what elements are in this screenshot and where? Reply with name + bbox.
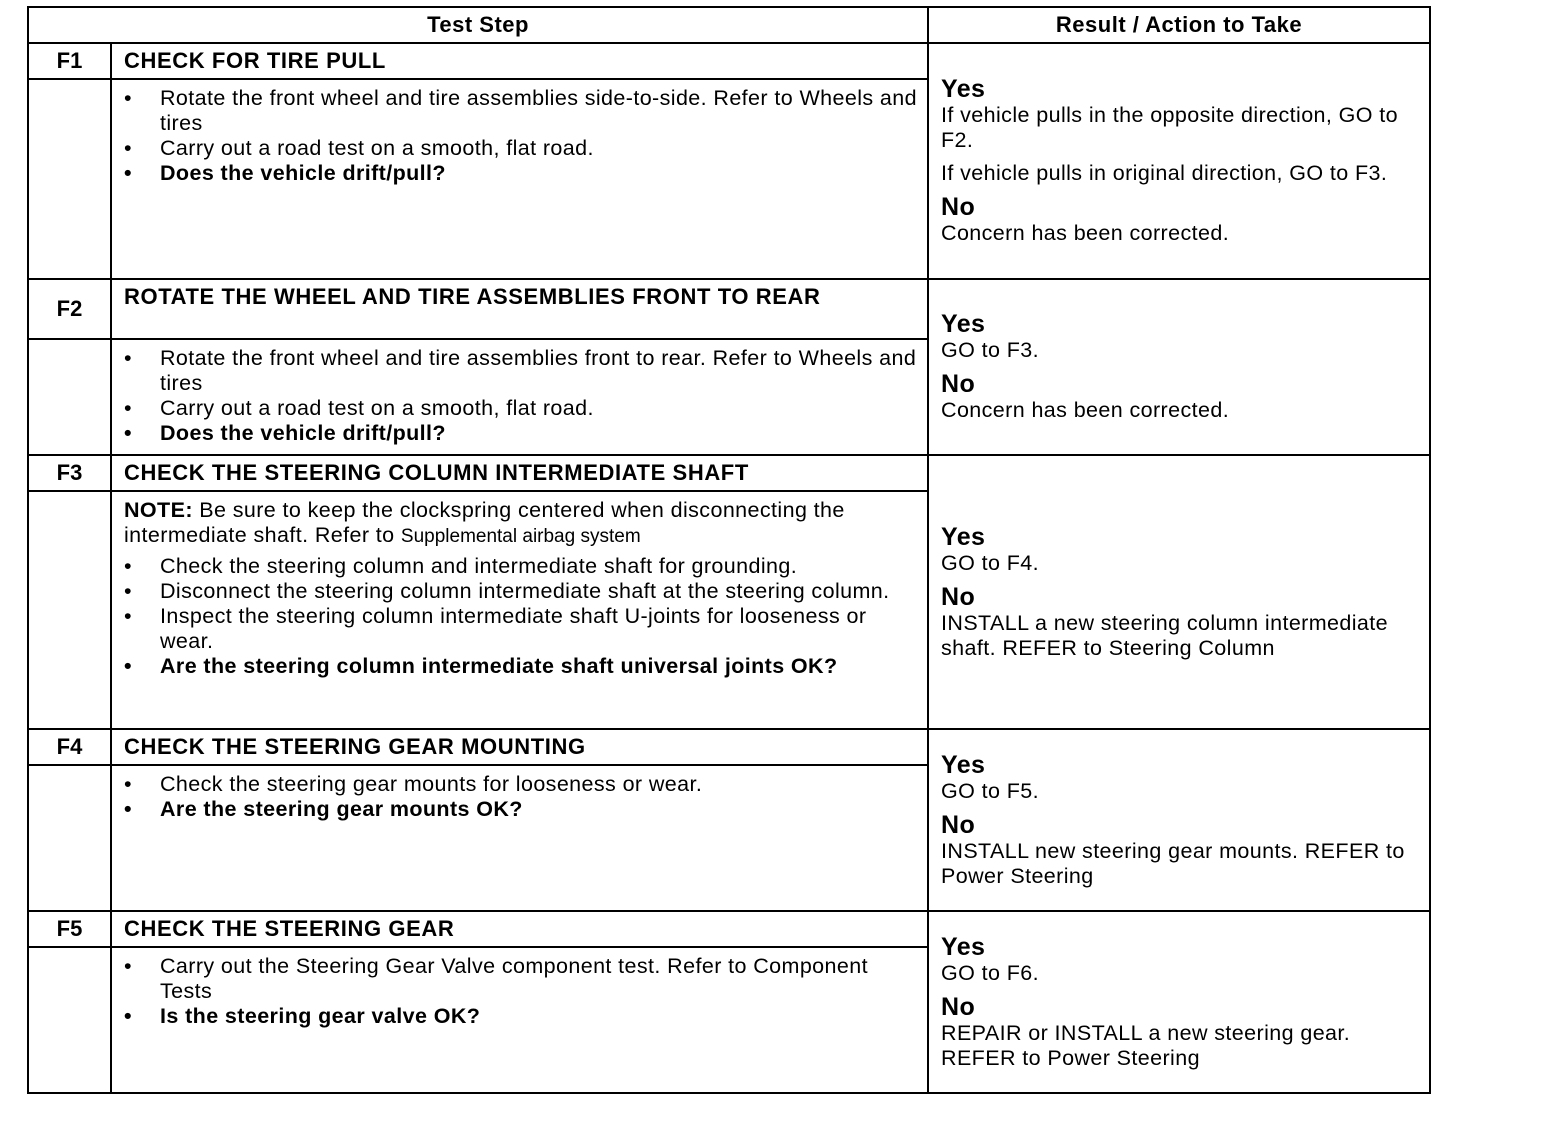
step-body — [111, 79, 928, 279]
step-number-spacer — [28, 491, 111, 729]
step-question: • Are the steering gear mounts OK? — [124, 797, 917, 822]
result-yes — [941, 524, 1417, 576]
step-number-spacer — [28, 79, 111, 279]
step-title: CHECK FOR TIRE PULL — [111, 43, 928, 79]
yes-action: GO to F5. — [941, 778, 1040, 803]
no-action: Concern has been corrected. — [941, 398, 1230, 422]
result-no — [941, 371, 1417, 423]
step-bullet: • Check the steering gear mounts for looseness or wear. — [124, 772, 917, 797]
result-yes — [941, 934, 1417, 986]
no-action: INSTALL a new steering column intermediate shaft. REFER to Steering Column — [941, 610, 1389, 660]
no-label: No — [941, 370, 976, 398]
step-number-spacer — [28, 947, 111, 1093]
step-question: • Is the steering gear valve OK? — [124, 1004, 917, 1029]
step-body — [111, 491, 928, 729]
step-bullet: • Rotate the front wheel and tire assemblies front to rear. Refer to Wheels and tires — [124, 346, 917, 396]
step-bullets — [124, 772, 917, 822]
step-title: CHECK THE STEERING COLUMN INTERMEDIATE SHAFT — [111, 455, 928, 491]
step-number: F3 — [28, 455, 111, 491]
yes-action: GO to F3. — [941, 338, 1040, 362]
no-label: No — [941, 582, 976, 611]
step-number: F1 — [28, 43, 111, 79]
step-number-spacer — [28, 339, 111, 455]
result-no — [941, 194, 1417, 246]
yes-action: If vehicle pulls in the opposite direction, GO to F2. — [941, 103, 1399, 152]
step-number: F4 — [28, 729, 111, 765]
result-no — [941, 994, 1417, 1071]
step-question: • Does the vehicle drift/pull? — [124, 161, 917, 186]
step-result — [928, 43, 1430, 279]
step-title-row — [28, 43, 1430, 79]
step-body — [111, 765, 928, 911]
step-note — [124, 498, 917, 549]
no-action: Concern has been corrected. — [941, 221, 1230, 245]
no-action: REPAIR or INSTALL a new steering gear. REFER to Power Steering — [941, 1020, 1351, 1070]
note-text: Be sure to keep the clockspring centered when disconnecting the intermediate shaft. Refer to — [124, 498, 845, 547]
step-result — [928, 911, 1430, 1093]
header-test-step: Test Step — [28, 7, 928, 43]
step-bullets — [124, 346, 917, 446]
header-row — [28, 7, 1430, 43]
step-question: • Does the vehicle drift/pull? — [124, 421, 917, 446]
note-reference-link[interactable]: Supplemental airbag system — [400, 526, 641, 547]
result-yes — [941, 76, 1417, 186]
result-no — [941, 812, 1417, 889]
diagnostic-table — [27, 6, 1431, 1094]
step-result — [928, 279, 1430, 455]
header-result-action: Result / Action to Take — [928, 7, 1430, 43]
result-no — [941, 584, 1417, 661]
step-bullet: • Carry out a road test on a smooth, flat road. — [124, 396, 917, 421]
step-title: CHECK THE STEERING GEAR MOUNTING — [111, 729, 928, 765]
step-bullet: • Disconnect the steering column intermediate shaft at the steering column. — [124, 579, 917, 604]
result-yes — [941, 311, 1417, 363]
step-body — [111, 947, 928, 1093]
step-bullets — [124, 954, 917, 1029]
note-label: NOTE: — [124, 498, 193, 522]
yes-label: Yes — [941, 310, 986, 338]
step-title-row — [28, 729, 1430, 765]
yes-label: Yes — [941, 75, 986, 103]
result-yes — [941, 752, 1417, 804]
step-title-row — [28, 279, 1430, 339]
yes-action: GO to F4. — [941, 550, 1040, 575]
step-bullet: • Check the steering column and intermediate shaft for grounding. — [124, 554, 917, 579]
step-bullets — [124, 554, 917, 679]
step-bullets — [124, 86, 917, 186]
step-bullet: • Rotate the front wheel and tire assemblies side-to-side. Refer to Wheels and tires — [124, 86, 917, 136]
step-question: • Are the steering column intermediate shaft universal joints OK? — [124, 654, 917, 679]
step-result — [928, 455, 1430, 729]
step-bullet: • Carry out a road test on a smooth, flat road. — [124, 136, 917, 161]
step-number-spacer — [28, 765, 111, 911]
step-title-row — [28, 911, 1430, 947]
yes-action: GO to F6. — [941, 960, 1040, 985]
yes-label: Yes — [941, 932, 986, 961]
yes-action: If vehicle pulls in original direction, GO to F3. — [941, 161, 1388, 185]
no-label: No — [941, 193, 976, 221]
step-title-row — [28, 455, 1430, 491]
step-number: F2 — [28, 279, 111, 339]
no-label: No — [941, 992, 976, 1021]
step-bullet: • Carry out the Steering Gear Valve component test. Refer to Component Tests — [124, 954, 917, 1004]
step-number: F5 — [28, 911, 111, 947]
yes-label: Yes — [941, 750, 986, 779]
step-title: ROTATE THE WHEEL AND TIRE ASSEMBLIES FRONT TO REAR — [111, 279, 928, 339]
step-bullet: • Inspect the steering column intermediate shaft U-joints for looseness or wear. — [124, 604, 917, 654]
no-action: INSTALL new steering gear mounts. REFER to Power Steering — [941, 838, 1405, 888]
step-result — [928, 729, 1430, 911]
step-body — [111, 339, 928, 455]
yes-label: Yes — [941, 522, 986, 551]
step-title: CHECK THE STEERING GEAR — [111, 911, 928, 947]
no-label: No — [941, 810, 976, 839]
